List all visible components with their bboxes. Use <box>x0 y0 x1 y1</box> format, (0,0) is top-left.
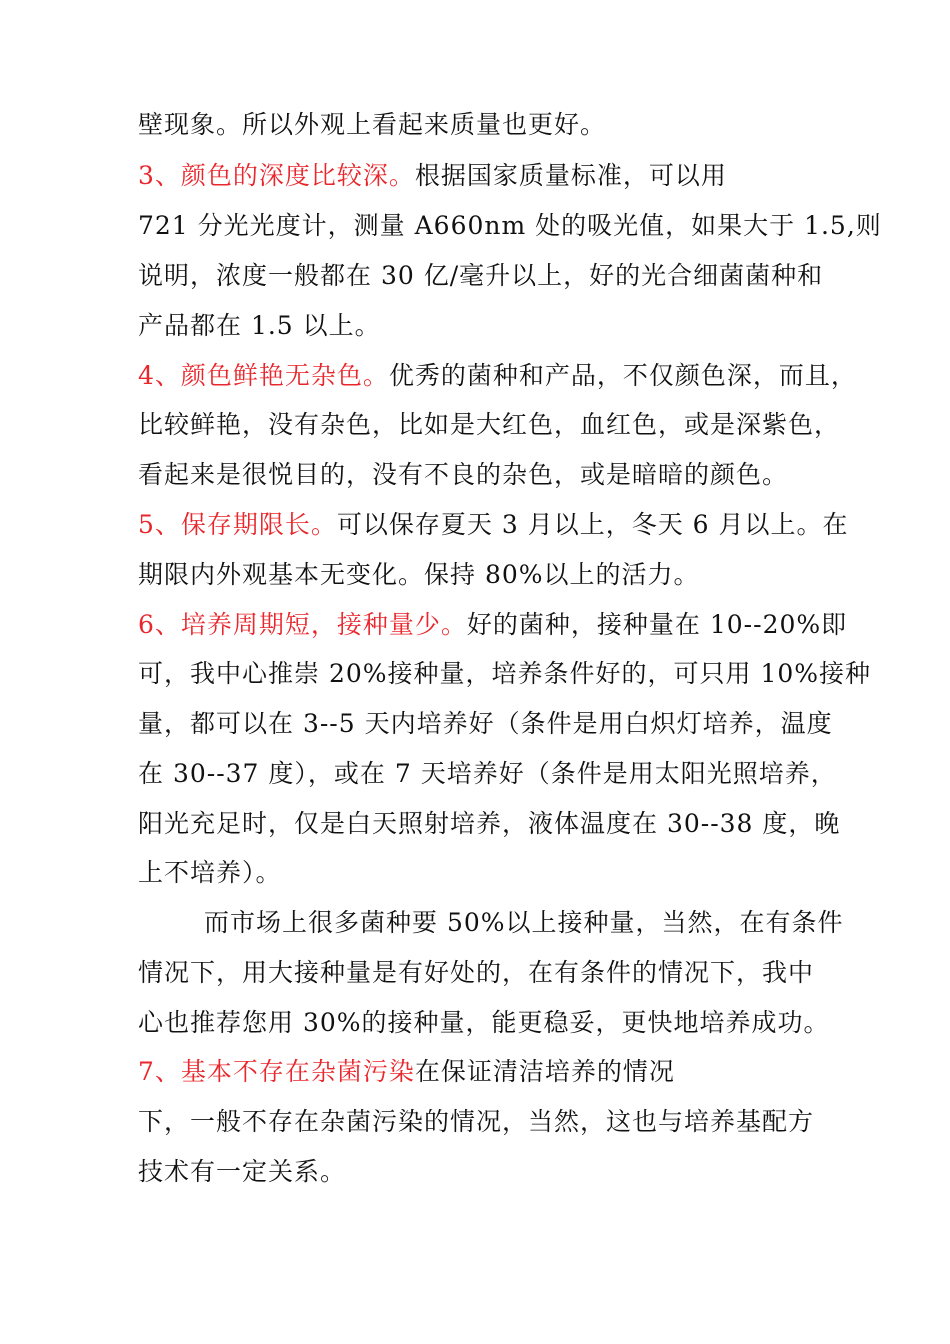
body-text: 产品都在 1.5 以上。 <box>138 311 381 340</box>
body-text: 阳光充足时，仅是白天照射培养，液体温度在 30--38 度，晚 <box>138 809 841 838</box>
body-text: 可，我中心推崇 20%接种量，培养条件好的，可只用 10%接种 <box>138 659 872 688</box>
section-3-heading-line <box>138 156 727 196</box>
section-7-title: 7、基本不存在杂菌污染 <box>138 1057 415 1086</box>
section-4-title: 4、颜色鲜艳无杂色。 <box>138 361 389 390</box>
body-text: 期限内外观基本无变化。保持 80%以上的活力。 <box>138 560 700 589</box>
body-text: 说明，浓度一般都在 30 亿/毫升以上，好的光合细菌菌种和 <box>138 261 824 290</box>
body-text: 上不培养）。 <box>138 858 282 887</box>
text-line-16 <box>138 853 282 893</box>
body-text: 好的菌种，接种量在 10--20%即 <box>466 610 848 639</box>
text-line-14 <box>138 754 837 794</box>
body-text: 根据国家质量标准，可以用 <box>414 161 727 190</box>
body-text: 技术有一定关系。 <box>138 1157 347 1186</box>
body-text: 量，都可以在 3--5 天内培养好（条件是用白炽灯培养，温度 <box>138 709 833 738</box>
body-text: 心也推荐您用 30%的接种量，能更稳妥，更快地培养成功。 <box>138 1008 830 1037</box>
text-line-17-indented <box>204 903 844 943</box>
text-line-1 <box>138 105 606 145</box>
section-5-title: 5、保存期限长。 <box>138 510 337 539</box>
body-text: 在保证清洁培养的情况 <box>414 1057 675 1086</box>
text-line-10 <box>138 555 700 595</box>
body-text: 721 分光光度计，测量 A660nm 处的吸光值，如果大于 1.5,则 <box>138 211 882 240</box>
body-text: 在 30--37 度），或在 7 天培养好（条件是用太阳光照培养， <box>138 759 837 788</box>
body-text: 可以保存夏天 3 月以上，冬天 6 月以上。在 <box>336 510 849 539</box>
text-line-3 <box>138 206 882 246</box>
text-line-5 <box>138 306 381 346</box>
text-line-19 <box>138 1003 830 1043</box>
text-line-15 <box>138 804 840 844</box>
text-line-22 <box>138 1152 346 1192</box>
text-line-8 <box>138 455 788 495</box>
section-5-heading-line <box>138 505 849 545</box>
text-line-18 <box>138 953 814 993</box>
body-text: 优秀的菌种和产品，不仅颜色深，而且， <box>388 361 857 390</box>
text-line-21 <box>138 1102 814 1142</box>
section-7-heading-line <box>138 1052 675 1092</box>
text-line-13 <box>138 704 833 744</box>
text-line-12 <box>138 654 871 694</box>
section-6-title: 6、培养周期短，接种量少。 <box>138 610 467 639</box>
text-line-4 <box>138 256 823 296</box>
body-text: 而市场上很多菌种要 50%以上接种量，当然，在有条件 <box>204 908 844 937</box>
body-text: 壁现象。所以外观上看起来质量也更好。 <box>138 110 607 139</box>
section-6-heading-line <box>138 605 847 645</box>
body-text: 看起来是很悦目的，没有不良的杂色，或是暗暗的颜色。 <box>138 460 789 489</box>
section-4-heading-line <box>138 356 857 396</box>
body-text: 比较鲜艳，没有杂色，比如是大红色，血红色，或是深紫色， <box>138 410 841 439</box>
section-3-title: 3、颜色的深度比较深。 <box>138 161 415 190</box>
text-line-7 <box>138 405 840 445</box>
body-text: 情况下，用大接种量是有好处的，在有条件的情况下，我中 <box>138 958 815 987</box>
body-text: 下，一般不存在杂菌污染的情况，当然，这也与培养基配方 <box>138 1107 815 1136</box>
